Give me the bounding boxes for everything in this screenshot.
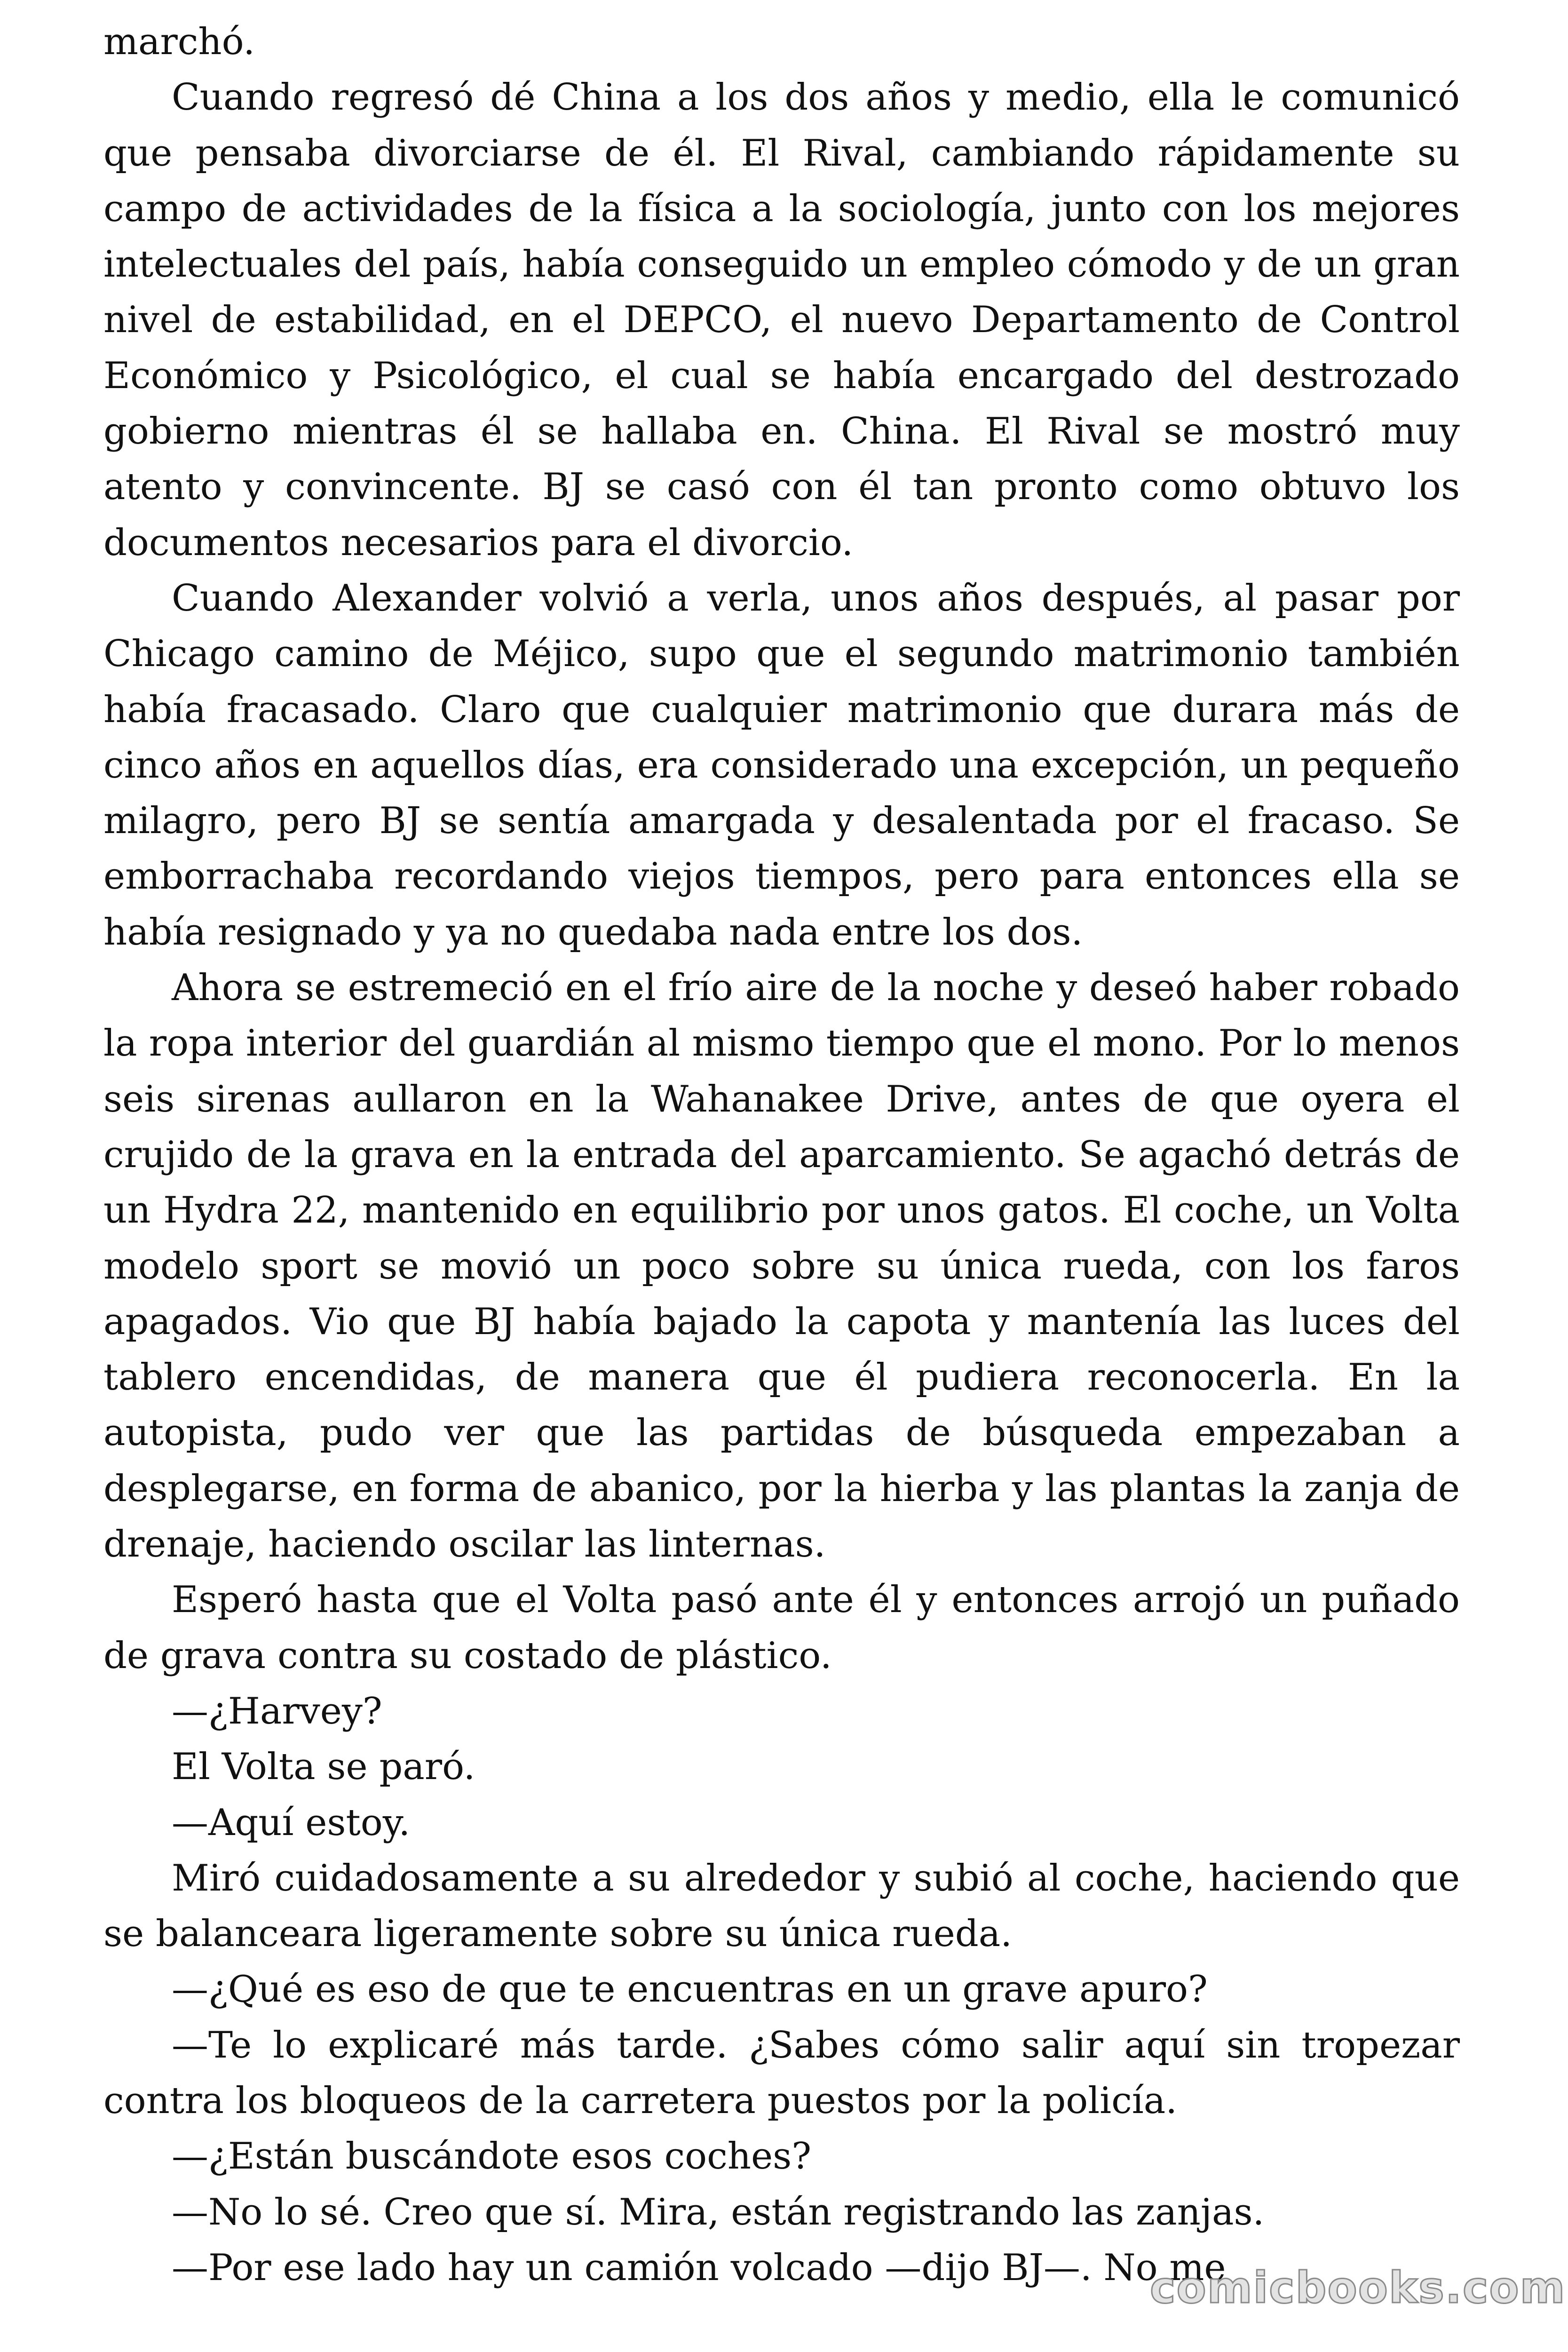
watermark: comicbooks.com — [1150, 2263, 1566, 2313]
paragraph: Ahora se estremeció en el frío aire de la noche y deseó haber robado la ropa interior del guardián al mismo tiempo que el mono. Por lo menos seis sirenas aullaron en la Wahanakee Drive, antes de que oyera el crujido de la grava en la entrada del aparcamiento. Se agachó detrás de un Hydra 22, mantenido en equilibrio por unos gatos. El coche, un Volta modelo sport se movió un poco sobre su única rueda, con los faros apagados. Vio que BJ había bajado la capota y mantenía las luces del tablero encendidas, de manera que él pudiera reconocerla. En la autopista, pudo ver que las partidas de búsqueda empezaban a desplegarse, en forma de abanico, por la hierba y las plantas la zanja de drenaje, haciendo oscilar las linternas. — [103, 967, 1460, 1566]
dialogue-line: —Aquí estoy. — [172, 1801, 411, 1844]
paragraph: Miró cuidadosamente a su alrededor y subió al coche, haciendo que se balanceara ligeramente sobre su única rueda. — [103, 1857, 1460, 1955]
dialogue-line: —¿Están buscándote esos coches? — [172, 2135, 812, 2178]
page-text — [103, 14, 1460, 2296]
dialogue-line-cut: —Por ese lado hay un camión volcado —dijo BJ—. No me — [172, 2246, 1226, 2289]
dialogue-line: —¿Harvey? — [172, 1690, 382, 1732]
paragraph: Cuando Alexander volvió a verla, unos años después, al pasar por Chicago camino de Méjico, supo que el segundo matrimonio también había fracasado. Claro que cualquier matrimonio que durara más de cinco años en aquellos días, era considerado una excepción, un pequeño milagro, pero BJ se sentía amargada y desalentada por el fracaso. Se emborrachaba recordando viejos tiempos, pero para entonces ella se había resignado y ya no quedaba nada entre los dos. — [103, 577, 1460, 954]
paragraph: Esperó hasta que el Volta pasó ante él y entonces arrojó un puñado de grava contra su costado de plástico. — [103, 1579, 1460, 1677]
paragraph: El Volta se paró. — [172, 1746, 475, 1788]
dialogue-line: —Te lo explicaré más tarde. ¿Sabes cómo salir aquí sin tropezar contra los bloqueos de la carretera puestos por la policía. — [103, 2024, 1460, 2122]
dialogue-line: —No lo sé. Creo que sí. Mira, están registrando las zanjas. — [172, 2191, 1265, 2233]
dialogue-line: —¿Qué es eso de que te encuentras en un grave apuro? — [172, 1968, 1208, 2011]
paragraph-fragment: marchó. — [103, 21, 255, 63]
paragraph: Cuando regresó dé China a los dos años y medio, ella le comunicó que pensaba divorciarse de él. El Rival, cambiando rápidamente su campo de actividades de la física a la sociología, junto con los mejores intelectuales del país, había conseguido un empleo cómodo y de un gran nivel de estabilidad, en el DEPCO, el nuevo Departamento de Control Económico y Psicológico, el cual se había encargado del destrozado gobierno mientras él se hallaba en. China. El Rival se mostró muy atento y convincente. BJ se casó con él tan pronto como obtuvo los documentos necesarios para el divorcio. — [103, 76, 1460, 564]
